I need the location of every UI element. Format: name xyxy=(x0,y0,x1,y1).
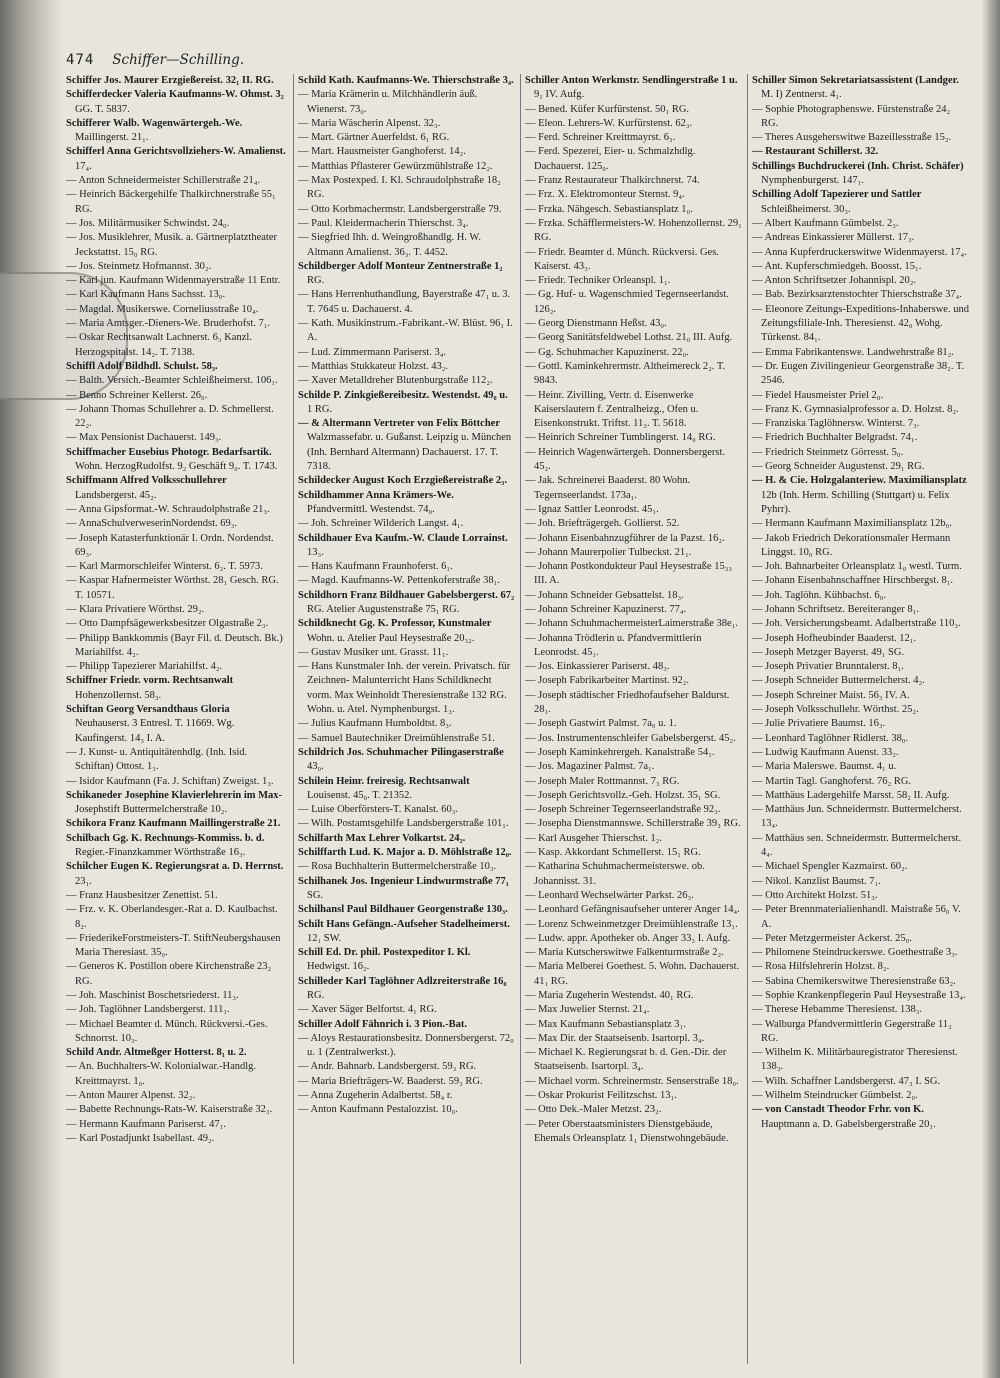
directory-entry-sub: — Andreas Einkassierer Müllerst. 17₃. xyxy=(752,232,915,244)
directory-entry-sub: — Matthias Stukkateur Holzst. 43₂. xyxy=(298,360,449,372)
directory-entry-sub: — Joseph Schneider Buttermelcherst. 4₂. xyxy=(752,675,925,687)
directory-entry-sub: — Bab. Bezirksarztenstochter Thierschstraße 37₄. xyxy=(752,289,962,301)
directory-entry-sub: — Max Pensionist Dachauerst. 149₃. xyxy=(66,432,222,444)
directory-entry-main: Schildhauer Eva Kaufm.-W. Claude Lorrainst. 13₃. xyxy=(298,532,508,558)
directory-entry-sub: — Xaver Metalldreher Blutenburgstraße 112₂. xyxy=(298,375,493,387)
directory-entry-sub: — Wilhelm K. Militärbauregistrator Theresienst. 138₃. xyxy=(752,1047,958,1073)
directory-entry-sub: — Joseph Privatier Brunntalerst. 8₁. xyxy=(752,661,904,673)
directory-entry-sub: — Georg Sanitätsfeldwebel Lothst. 21₀ III. Aufg. xyxy=(525,332,733,344)
directory-entry-sub: — Joseph städtischer Friedhofaufseher Baldurst. 28₁. xyxy=(525,689,730,716)
directory-entry-sub: — Max Postexped. I. Kl. Schraudolphstraße 18₂ RG. xyxy=(298,175,501,201)
directory-entry-main: Schiffer Jos. Maurer Erzgießereist. 32₁ II. RG. xyxy=(66,75,274,86)
directory-entry-sub: — Kath. Musikinstrum.-Fabrikant.-W. Blüst. 96₁ I. A. xyxy=(298,318,513,344)
directory-entry-sub: — Michael Spengler Kazmairst. 60₂. xyxy=(752,861,908,873)
directory-entry-main: Schifferl Anna Gerichtsvollziehers-W. Amalienst. 17₄. xyxy=(66,146,286,172)
directory-entry-sub: — Wilh. Schaffner Landsbergerst. 47₃ I. SG. xyxy=(752,1075,941,1087)
column-3 xyxy=(520,74,747,1364)
directory-entry-sub: — Ludw. appr. Apotheker ob. Anger 33₃ I. Aufg. xyxy=(525,932,731,944)
directory-entry-sub: — Mart. Gärtner Auerfeldst. 6₁ RG. xyxy=(298,132,450,144)
directory-entry-sub: — Eleonore Zeitungs-Expeditions-Inhaberswe. und Zeitungsfiliale-Inh. Theresienst. 42₀ Wohg. Türkenst. 84₁. xyxy=(752,303,969,344)
directory-entry-sub: — Ignaz Sattler Leonrodst. 45₁. xyxy=(525,503,659,515)
directory-entry-main: Schiffl Adolf Bildhdl. Schulst. 58₃. xyxy=(66,360,218,372)
directory-entry-sub: — Sophie Krankenpflegerin Paul Heysestraße 13₄. xyxy=(752,990,966,1001)
directory-entry-sub: — Friedr. Beamter d. Münch. Rückversi. Ges. Kaiserst. 43₃. xyxy=(525,246,719,272)
directory-entry-sub: — Maria Malerswe. Baumst. 4₁ u. xyxy=(752,761,897,773)
directory-entry-sub: — Joseph Volksschullehr. Wörthst. 25₂. xyxy=(752,704,919,716)
directory-entry-sub: — Kasp. Akkordant Schmellerst. 15₁ RG. xyxy=(525,847,701,859)
directory-entry-main: Schiller Anton Werkmstr. Sendlingerstraße 1 u. 9₁ IV. Aufg. xyxy=(525,75,738,101)
directory-entry-sub: — Heinr. Zivilling, Vertr. d. Eisenwerke Kaiserslautern f. Zentralheizg., Ofen u. Eisenkonstrukt. Triftst. 11₃. T. 5618. xyxy=(525,389,699,430)
directory-entry-main: Schilffarth Lud. K. Major a. D. Möhlstraße 12₀. xyxy=(298,847,512,859)
directory-entry-main: Schikaneder Josephine Klavierlehrerin im Max-Josephstift Buttermelcherstraße 10₂. xyxy=(66,789,283,816)
directory-entry-main: Schiffmann Alfred Volksschullehrer Landsbergerst. 45₂. xyxy=(66,475,227,501)
directory-entry-main: Schilde P. Zinkgießereibesitz. Westendst. 49₀ u. 1 RG. xyxy=(298,389,508,415)
directory-entry-sub: — Rosa Hilfslehrerin Holzst. 8₂. xyxy=(752,961,890,973)
directory-entry-sub: — Walburga Pfandvermittlerin Gegerstraße 11₂ RG. xyxy=(752,1018,952,1044)
directory-entry-sub: — Franziska Taglöhnersw. Winterst. 7₃. xyxy=(752,418,920,430)
directory-entry-sub: — Josepha Dienstmannswe. Schillerstraße 39₃ RG. xyxy=(525,818,741,830)
directory-entry-sub: — Eleon. Lehrers-W. Kurfürstenst. 62₃. xyxy=(525,117,693,129)
directory-entry-sub: — Anna Gipsformat.-W. Schraudolphstraße 21₃. xyxy=(66,503,270,515)
directory-entry-sub: — Magd. Kaufmanns-W. Pettenkoferstraße 38₁. xyxy=(298,575,500,587)
directory-entry-main: Schilfarth Max Lehrer Volkartst. 24₂. xyxy=(298,832,466,844)
directory-entry-sub: — Kaspar Hafnermeister Wörthst. 28₁ Gesch. RG. T. 10571. xyxy=(66,575,279,601)
directory-entry-sub: — Joseph Schreiner Maist. 56₃ IV. A. xyxy=(752,689,910,701)
directory-entry-main: Schiftan Georg Versandthaus Gloria Neuhauserst. 3 Entresl. T. 11669. Wg. Kaufingerst. 14₃ I. A. xyxy=(66,704,235,744)
directory-entry-sub: — Leonhard Taglöhner Ridlerst. 38₀. xyxy=(752,732,909,744)
directory-entry-main: Schiller Adolf Fähnrich i. 3 Pion.-Bat. xyxy=(298,1018,467,1030)
directory-entry-sub: — Oskar Prokurist Feilitzschst. 13₁. xyxy=(525,1090,677,1102)
directory-entry-sub: — Albert Kaufmann Gümbelst. 2₃. xyxy=(752,217,899,229)
directory-entry-sub: — Maria Amtsger.-Dieners-We. Bruderhofst. 7₁. xyxy=(66,318,271,330)
directory-entry-sub: — Julius Kaufmann Humboldtst. 8₃. xyxy=(298,718,452,730)
directory-entry-sub: — Hermann Kaufmann Pariserst. 47₁. xyxy=(66,1118,226,1130)
directory-entry-sub: — Friedrich Steinmetz Görresst. 5₀. xyxy=(752,446,904,458)
directory-entry-main: Schill Ed. Dr. phil. Postexpeditor I. Kl. Hedwigst. 16₂. xyxy=(298,947,471,973)
column-4 xyxy=(747,74,974,1364)
directory-entry-sub: — Katharina Schuhmachermeisterswe. ob. Johannisst. 31. xyxy=(525,861,705,887)
directory-entry-sub: — Max Dir. der Staatseisenb. Isartorpl. 3₄. xyxy=(525,1032,705,1044)
directory-entry-sub: — Anton Schneidermeister Schillerstraße 21₄. xyxy=(66,175,261,187)
directory-entry-sub: — Friedr. Techniker Orleanspl. 1₁. xyxy=(525,275,671,287)
directory-entry-sub: — Rosa Buchhalterin Buttermelcherstraße 10₃. xyxy=(298,861,497,873)
directory-entry-sub: — Leonhard Gefängnisaufseher unterer Anger 14₄. xyxy=(525,904,740,916)
directory-entry-sub: — Benno Schreiner Kellerst. 26₀. xyxy=(66,389,208,401)
directory-entry-sub: — Heinrich Bäckergehilfe Thalkirchnerstraße 55₁ RG. xyxy=(66,189,276,215)
directory-entry-main: Schilhansl Paul Bildhauer Georgenstraße 130₃. xyxy=(298,904,508,916)
directory-entry-sub: — Anna Kupferdruckerswitwe Widenmayerst. 17₄. xyxy=(752,246,967,258)
directory-entry-sub: — Jos. Militärmusiker Schwindst. 24₀. xyxy=(66,217,230,229)
directory-entry-sub: — Matthäus sen. Schneidermstr. Buttermelcherst. 4₄. xyxy=(752,832,962,859)
directory-entry-sub: — Hans Kunstmaler Inh. der verein. Privatsch. für Zeichnen- Malunterricht Hans Schildknecht vorm. Max Weinholdt Theresienstraße 132 RG. Wohn. u. Atel. Nymphenburgst. 1₃. xyxy=(298,661,511,716)
directory-entry-sub: — Franz Hausbesitzer Zenettist. 51. xyxy=(66,889,218,901)
directory-entry-sub: — Maria Zugeherin Westendst. 40₁ RG. xyxy=(525,990,694,1001)
directory-entry-sub: — Martin Tagl. Ganghoferst. 76₂ RG. xyxy=(752,775,912,787)
directory-entry-sub: — Magdal. Musikerswe. Corneliusstraße 10₄. xyxy=(66,303,259,315)
directory-entry-sub: — Johann Schreiner Kapuzinerst. 77₄. xyxy=(525,603,687,615)
directory-entry-sub: — Ant. Kupferschmiedgeh. Boosst. 15₁. xyxy=(752,260,922,272)
directory-entry-main: Schildhorn Franz Bildhauer Gabelsbergerst. 67₂ RG. Atelier Augustenstraße 75₁ RG. xyxy=(298,589,515,615)
directory-entry-sub: — Joseph Gastwirt Palmst. 7a₀ u. 1. xyxy=(525,718,677,730)
directory-entry-sub: — Leonhard Wechselwärter Parkst. 26₃. xyxy=(525,889,694,901)
directory-entry-sub: — Klara Privatiere Wörthst. 29₂. xyxy=(66,603,205,615)
directory-entry-main: Schild Andr. Altmeßger Hotterst. 8₁ u. 2. xyxy=(66,1047,247,1059)
directory-entry-sub: — Frzka. Schäfflermeisters-W. Hohenzollernst. 29₁ RG. xyxy=(525,217,742,244)
directory-entry-sub: — Joh. Versicherungsbeamt. Adalbertstraße 110₃. xyxy=(752,618,961,630)
directory-entry-sub: — Michael vorm. Schreinermstr. Senserstraße 18₀. xyxy=(525,1075,739,1087)
directory-entry-sub: — Mart. Hausmeister Ganghoferst. 14₂. xyxy=(298,146,466,158)
directory-entry-sub: — Aloys Restaurationsbesitz. Donnersbergerst. 72₀ u. 1 (Zentralwerkst.). xyxy=(298,1032,514,1059)
directory-entry-sub: — Bened. Küfer Kurfürstenst. 50₁ RG. xyxy=(525,103,690,115)
running-head: Schiffer—Schilling. xyxy=(112,52,245,68)
directory-entry-sub: — Lud. Zimmermann Pariserst. 3₄. xyxy=(298,346,447,358)
directory-entry-sub: — Jos. Steinmetz Hofmannst. 30₂. xyxy=(66,260,212,272)
directory-entry-sub: — Peter Metzgermeister Ackerst. 25₀. xyxy=(752,932,912,944)
directory-entry-sub: — Gg. Huf- u. Wagenschmied Tegernseerlandst. 126₂. xyxy=(525,289,729,315)
directory-entry-sub: — Maria Kutscherswitwe Falkenturmstraße 2₂. xyxy=(525,947,724,959)
directory-entry-sub: — Samuel Bautechniker Dreimühlenstraße 51. xyxy=(298,732,495,744)
directory-entry-sub: — Anna Zugeherin Adalbertst. 58₄ r. xyxy=(298,1090,453,1102)
directory-entry-sub: — Nikol. Kanzlist Baumst. 7₁. xyxy=(752,875,881,887)
directory-entry-sub: — AnnaSchulverweserinNordendst. 69₃. xyxy=(66,518,238,530)
directory-entry-sub: — Otto Korbmachermstr. Landsbergerstraße 79. xyxy=(298,203,502,215)
directory-entry-sub: — Heinrich Wagenwärtergeh. Donnersbergerst. 45₂. xyxy=(525,446,726,473)
directory-entry-main: Schillings Buchdruckerei (Inh. Christ. Schäfer) Nymphenburgerst. 147₁. xyxy=(752,160,964,187)
directory-entry-sub: — Matthäus Ladergehilfe Marsst. 58₂ II. Aufg. xyxy=(752,789,950,801)
column-2 xyxy=(293,74,520,1364)
directory-entry-sub: — FriederikeForstmeisters-T. StiftNeubergshausen Maria Theresiast. 35₀. xyxy=(66,932,281,959)
directory-entry-main: Schifferer Walb. Wagenwärtergeh.-We. Maillingerst. 21₁. xyxy=(66,117,243,144)
directory-entry-sub: — Joseph Maler Rottmannst. 7₃ RG. xyxy=(525,775,680,787)
directory-entry-sub: — Johann Postkondukteur Paul Heysestraße 15₃₃ III. A. xyxy=(525,561,733,587)
directory-entry-sub: — Johann Thomas Schullehrer a. D. Schmellerst. 22₂. xyxy=(66,403,274,430)
directory-entry-sub: — Joh. Maschinist Boschetsriederst. 11₃. xyxy=(66,990,239,1001)
directory-entry-sub: — Xaver Säger Belfortst. 4₁ RG. xyxy=(298,1004,437,1016)
directory-entry-sub: — Dr. Eugen Zivilingenieur Georgenstraße 38₂. T. 2546. xyxy=(752,360,965,387)
directory-entry-sub: — Johann Schriftsetz. Bereiteranger 8₁. xyxy=(752,603,919,615)
directory-columns xyxy=(66,74,974,1364)
directory-entry-sub: — Karl Marmorschleifer Winterst. 6₂. T. 5973. xyxy=(66,561,263,573)
directory-entry-sub: — Joseph Gerichtsvollz.-Geh. Holzst. 35₁ SG. xyxy=(525,789,721,801)
directory-entry-main: Schilein Heinr. freiresig. Rechtsanwalt Louisenst. 45₀. T. 21352. xyxy=(298,775,470,801)
directory-entry-main: Schikora Franz Kaufmann Maillingerstraße 21. xyxy=(66,818,281,830)
directory-entry-main: — H. & Cie. Holzgalanteriew. Maximiliansplatz 12b (Inh. Herm. Schilling (Stuttgart) u. Felix Pyhrr). xyxy=(752,475,967,515)
directory-entry-sub: — Otto Dek.-Maler Metzst. 23₂. xyxy=(525,1104,662,1116)
directory-entry-sub: — Karl Ausgeher Thierschst. 1₂. xyxy=(525,832,663,844)
directory-entry-main: Schiffner Friedr. vorm. Rechtsanwalt Hohenzollernst. 58₃. xyxy=(66,675,234,701)
directory-entry-sub: — Generos K. Postillon obere Kirchenstraße 23₂ RG. xyxy=(66,961,272,987)
directory-entry-sub: — Michael K. Regierungsrat b. d. Gen.-Dir. der Staatseisenb. Isartorpl. 3₄. xyxy=(525,1047,727,1073)
directory-entry-sub: — Gottl. Kaminkehrermstr. Altheimereck 2₂. T. 9843. xyxy=(525,360,726,387)
directory-entry-sub: — Georg Dienstmann Heßst. 43₀. xyxy=(525,318,667,330)
directory-entry-sub: — Ferd. Spezerei, Eier- u. Schmalzhdlg. Dachauerst. 125₀. xyxy=(525,146,696,172)
directory-entry-sub: — Ludwig Kaufmann Auenst. 33₂. xyxy=(752,746,899,758)
directory-entry-main: Schildecker August Koch Erzgießereistraße 2₃. xyxy=(298,475,507,487)
directory-entry-sub: — Otto Architekt Holzst. 51₃. xyxy=(752,889,878,901)
directory-page xyxy=(66,44,974,1370)
directory-entry-sub: — Anton Schriftsetzer Johannispl. 20₂. xyxy=(752,275,917,287)
directory-entry-sub: — Luise Oberförsters-T. Kanalst. 60₃. xyxy=(298,804,459,816)
directory-entry-main: — von Canstadt Theodor Frhr. von K. Hauptmann a. D. Gabelsbergerstraße 20₁. xyxy=(752,1104,936,1130)
page-header xyxy=(66,44,974,68)
directory-entry-sub: — An. Buchhalters-W. Kolonialwar.-Handlg. Kreittmayrst. 1₀. xyxy=(66,1061,257,1087)
directory-entry-sub: — Otto Dampfsägewerksbesitzer Olgastraße 2₃. xyxy=(66,618,269,630)
directory-entry-sub: — Matthias Pflasterer Gewürzmühlstraße 12₂. xyxy=(298,160,493,172)
directory-entry-main: Schildrich Jos. Schuhmacher Pilingaserstraße 43₀. xyxy=(298,746,504,773)
directory-entry-sub: — Heinrich Schreiner Tumblingerst. 14₀ RG. xyxy=(525,432,716,444)
directory-entry-sub: — Maria Wäscherin Alpenst. 32₃. xyxy=(298,117,441,129)
directory-entry-main: Schifferdecker Valeria Kaufmanns-W. Ohmst. 3₂ GG. T. 5837. xyxy=(66,89,284,115)
directory-entry-sub: — Hans Kaufmann Fraunhoferst. 6₁. xyxy=(298,561,453,573)
directory-entry-sub: — Philipp Tapezierer Mariahilfst. 4₂. xyxy=(66,661,223,673)
directory-entry-sub: — Franz K. Gymnasialprofessor a. D. Holzst. 8₂. xyxy=(752,403,959,415)
directory-entry-sub: — Joh. Briefträgergeh. Gollierst. 52. xyxy=(525,518,680,530)
directory-entry-main: Schild Kath. Kaufmanns-We. Thierschstraße 3₄. xyxy=(298,75,514,86)
directory-entry-sub: — Jakob Friedrich Dekorationsmaler Hermann Linggst. 10₀ RG. xyxy=(752,532,951,558)
directory-entry-sub: — Peter Oberstaatsministers Dienstgebäude, Ehemals Orleansplatz 1₁ Dienstwohngebäude. xyxy=(525,1118,729,1144)
page-number: 474 xyxy=(66,52,95,68)
directory-entry-sub: — Babette Rechnungs-Rats-W. Kaiserstraße 32₃. xyxy=(66,1104,273,1116)
directory-entry-sub: — Friedrich Buchhalter Belgradst. 74₁. xyxy=(752,432,918,444)
directory-entry-sub: — Emma Fabrikantenswe. Landwehrstraße 81₂. xyxy=(752,346,954,358)
directory-entry-sub: — Andr. Bahnarb. Landsbergerst. 59₃ RG. xyxy=(298,1061,477,1073)
directory-entry-sub: — Wilhelm Steindrucker Gümbelst. 2₀. xyxy=(752,1090,918,1102)
directory-entry-sub: — Philipp Bankkommis (Bayr Fil. d. Deutsch. Bk.) Mariahilfst. 4₂. xyxy=(66,632,283,658)
directory-entry-sub: — Georg Schneider Augustenst. 29₁ RG. xyxy=(752,461,925,473)
directory-entry-sub: — Jos. Magaziner Palmst. 7a₁. xyxy=(525,761,655,773)
directory-entry-sub: — Joseph Metzger Bayerst. 49₁ SG. xyxy=(752,646,905,658)
directory-entry-sub: — Jos. Musiklehrer, Musik. a. Gärtnerplatztheater Jeckstattst. 15₀ RG. xyxy=(66,232,277,258)
directory-entry-sub: — Oskar Rechtsanwalt Lachnerst. 6₃ Kanzl. Herzogspitalst. 14₂. T. 7138. xyxy=(66,332,252,358)
directory-entry-sub: — Joseph Kaminkehrergeh. Kanalstraße 54₁. xyxy=(525,746,715,758)
directory-entry-sub: — Joh. Taglöhn. Kühbachst. 6₀. xyxy=(752,589,886,601)
directory-entry-sub: — J. Kunst- u. Antiquitätenhdlg. (Inh. Isid. Schiftan) Ottost. 1₃. xyxy=(66,746,248,773)
directory-entry-sub: — Anton Kaufmann Pestalozzist. 10₀. xyxy=(298,1104,458,1116)
directory-entry-sub: — Joh. Taglöhner Landsbergerst. 111₁. xyxy=(66,1004,230,1016)
directory-entry-sub: — Frz. v. K. Oberlandesger.-Rat a. D. Kaulbachst. 8₂. xyxy=(66,904,278,930)
directory-entry-sub: — Johann Eisenbahnzugführer de la Pazst. 16₂. xyxy=(525,532,725,544)
directory-entry-sub: — Max Juwelier Sternst. 21₄. xyxy=(525,1004,650,1016)
directory-entry-sub: — Sabina Chemikerswitwe Theresienstraße 63₂. xyxy=(752,975,956,987)
directory-entry-sub: — Jak. Schreinerei Baaderst. 80 Wohn. Tegernseerlandst. 173a₁. xyxy=(525,475,691,501)
directory-entry-sub: — Karl Postadjunkt Isabellast. 49₂. xyxy=(66,1132,215,1144)
directory-entry-sub: — Maria Briefträgers-W. Baaderst. 59₃ RG. xyxy=(298,1075,483,1087)
directory-entry-main: Schildhammer Anna Krämers-We. Pfandvermittl. Westendst. 74₀. xyxy=(298,489,454,515)
directory-entry-sub: — Therese Hebamme Theresienst. 138₃. xyxy=(752,1004,923,1016)
directory-entry-sub: — Anton Maurer Alpenst. 32₂. xyxy=(66,1090,196,1102)
directory-entry-sub: — Joh. Schreiner Wilderich Langst. 4₁. xyxy=(298,518,464,530)
directory-entry-sub: — Joseph Katasterfunktionär I. Ordn. Nordendst. 69₃. xyxy=(66,532,274,558)
directory-entry-sub: — Frz. X. Elektromonteur Sternst. 9₄. xyxy=(525,189,685,201)
column-1 xyxy=(66,74,293,1364)
directory-entry-sub: — Max Kaufmann Sebastiansplatz 3₁. xyxy=(525,1018,686,1030)
directory-entry-sub: — Ferd. Schreiner Kreittmayrst. 6₃. xyxy=(525,132,676,144)
directory-entry-sub: — Johann SchuhmachermeisterLaimerstraße 38e₁. xyxy=(525,618,739,630)
directory-entry-sub: — Gg. Schuhmacher Kapuzinerst. 22₀. xyxy=(525,346,689,358)
directory-entry-main: — Restaurant Schillerst. 32. xyxy=(752,146,879,158)
directory-entry-sub: — Michael Beamter d. Münch. Rückversi.-Ges. Schnorrst. 10₃. xyxy=(66,1018,268,1044)
directory-entry-sub: — Joseph Fabrikarbeiter Martinst. 92₂. xyxy=(525,675,690,687)
directory-entry-sub: — Frzka. Nähgesch. Sebastiansplatz 1₀. xyxy=(525,203,693,215)
directory-entry-main: Schiffmacher Eusebius Photogr. Bedarfsartik. Wohn. HerzogRudolfst. 9₂ Geschäft 9₀. T. 1743. xyxy=(66,446,278,473)
directory-entry-sub: — Lorenz Schweinmetzger Dreimühlenstraße 13₁. xyxy=(525,918,738,930)
directory-entry-sub: — Theres Ausgeherswitwe Bazeillesstraße 15₂. xyxy=(752,132,952,144)
directory-entry-sub: — Matthäus Jun. Schneidermstr. Buttermelcherst. 13₄. xyxy=(752,804,962,830)
directory-entry-sub: — Joseph Schreiner Tegernseerlandstraße 92₃. xyxy=(525,804,721,816)
directory-entry-sub: — Hans Herrenhuthandlung, Bayerstraße 47₁ u. 3. T. 7645 u. Dachauerst. 4. xyxy=(298,289,511,315)
directory-entry-sub: — Maria Krämerin u. Milchhändlerin äuß. Wienerst. 73₀. xyxy=(298,89,478,115)
directory-entry-main: Schildknecht Gg. K. Professor, Kunstmaler Wohn. u. Atelier Paul Heysestraße 20₃₂. xyxy=(298,618,492,644)
directory-entry-main: Schildberger Adolf Monteur Zentnerstraße 1₂ RG. xyxy=(298,260,503,287)
directory-entry-sub: — Johann Eisenbahnschaffner Hirschbergst. 8₁. xyxy=(752,575,953,587)
directory-entry-sub: — Balth. Versich.-Beamter Schleißheimerst. 106₁. xyxy=(66,375,278,387)
directory-entry-sub: — Paul. Kleidermacherin Thierschst. 3₄. xyxy=(298,217,469,229)
directory-entry-sub: — Wilh. Postamtsgehilfe Landsbergerstraße 101₁. xyxy=(298,818,509,830)
directory-entry-main: Schilcher Eugen K. Regierungsrat a. D. Herrnst. 23₁. xyxy=(66,861,284,887)
directory-entry-sub: — Johanna Trödlerin u. Pfandvermittlerin Leonrodst. 45₁. xyxy=(525,632,702,658)
directory-entry-sub: — Joseph Hofheubinder Baaderst. 12₁. xyxy=(752,632,917,644)
directory-entry-sub: — Philomene Steindruckerswe. Goethestraße 3₃. xyxy=(752,947,958,959)
directory-entry-sub: — Johann Schneider Gebsattelst. 18₃. xyxy=(525,589,684,601)
directory-entry-main: Schilt Hans Gefängn.-Aufseher Stadelheimerst. 12₁ SW. xyxy=(298,918,510,944)
directory-entry-sub: — Jos. Einkassierer Pariserst. 48₃. xyxy=(525,661,670,673)
directory-entry-main: Schilbach Gg. K. Rechnungs-Kommiss. b. d. Regier.-Finanzkammer Wörthstraße 16₃. xyxy=(66,832,265,859)
directory-entry-main: — & Altermann Vertreter von Felix Böttcher Walzmassefabr. u. Gußanst. Leipzig u. München (Inh. Bernhard Altermann) Dachauerst. 17. T. 7318. xyxy=(298,418,512,473)
directory-entry-sub: — Joh. Bahnarbeiter Orleansplatz 1₀ westl. Turm. xyxy=(752,561,962,573)
directory-entry-sub: — Jos. Instrumentenschleifer Gabelsbergerst. 45₂. xyxy=(525,732,736,744)
directory-entry-sub: — Sophie Photographenswe. Fürstenstraße 24₂ RG. xyxy=(752,103,951,129)
directory-entry-sub: — Gustav Musiker unt. Grasst. 11₁. xyxy=(298,646,449,658)
directory-entry-sub: — Siegfried Ihh. d. Weingroßhandlg. H. W. Altmann Amalienst. 36₃. T. 4452. xyxy=(298,232,481,258)
directory-entry-sub: — Fiedel Hausmeister Priel 2₀. xyxy=(752,389,884,401)
directory-entry-main: Schiller Simon Sekretariatsassistent (Landger. M. I) Zentnerst. 4₁. xyxy=(752,75,959,101)
directory-entry-sub: — Isidor Kaufmann (Fa. J. Schiftan) Zweigst. 1₃. xyxy=(66,775,274,787)
directory-entry-main: Schilleder Karl Taglöhner Adlzreiterstraße 16₀ RG. xyxy=(298,975,507,1001)
directory-entry-sub: — Karl Kaufmann Hans Sachsst. 13₀. xyxy=(66,289,226,301)
directory-entry-main: Schilling Adolf Tapezierer und Sattler Schleißheimerst. 30₃. xyxy=(752,189,922,215)
directory-entry-sub: — Peter Brennmaterialienhandl. Maistraße 56₀ V. A. xyxy=(752,904,961,930)
directory-entry-main: Schilhanek Jos. Ingenieur Lindwurmstraße 77₁ SG. xyxy=(298,875,509,901)
directory-entry-sub: — Julie Privatiere Baumst. 16₃. xyxy=(752,718,886,730)
directory-entry-sub: — Karl jun. Kaufmann Widenmayerstraße 11 Entr. xyxy=(66,275,281,287)
directory-entry-sub: — Johann Maurerpolier Tulbeckst. 21₁. xyxy=(525,546,692,558)
directory-entry-sub: — Hermann Kaufmann Maximiliansplatz 12b₀. xyxy=(752,518,952,530)
directory-entry-sub: — Maria Melberei Goethest. 5. Wohn. Dachauerst. 41₁ RG. xyxy=(525,961,740,987)
directory-entry-sub: — Franz Restaurateur Thalkirchnerst. 74. xyxy=(525,175,700,187)
